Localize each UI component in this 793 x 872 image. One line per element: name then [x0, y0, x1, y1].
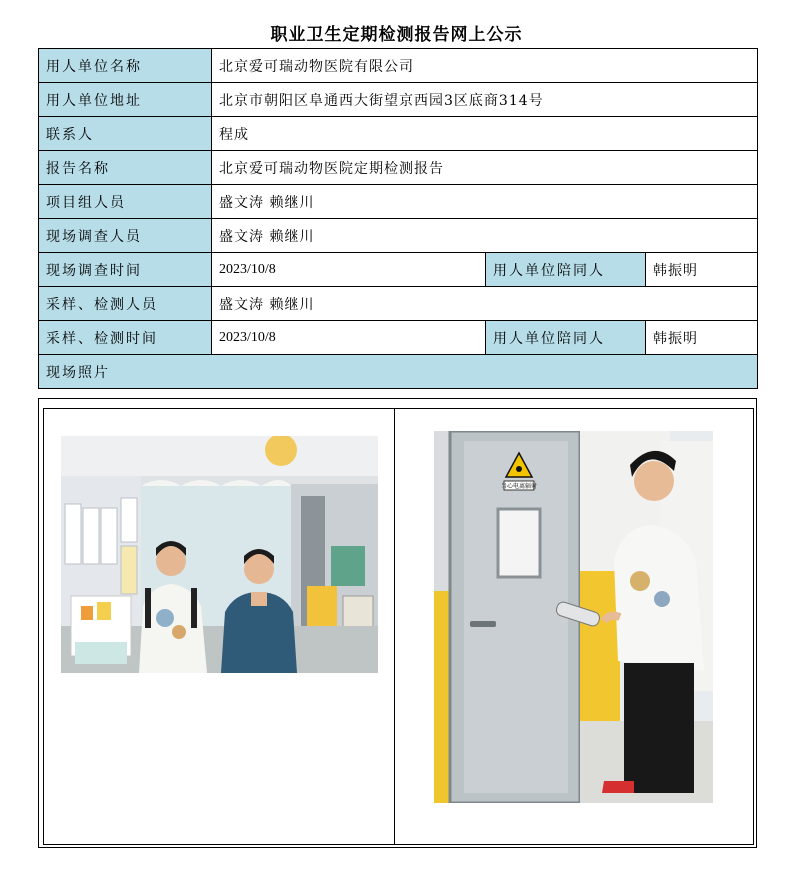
sampling-time-value: 2023/10/8 — [212, 321, 486, 355]
page-title: 职业卫生定期检测报告网上公示 — [270, 25, 523, 45]
contact-label: 联系人 — [39, 117, 212, 151]
row-report-name — [39, 151, 758, 185]
sampling-time-label: 采样、检测时间 — [39, 321, 212, 355]
sampling-companion-value: 韩振明 — [646, 321, 758, 355]
row-employer-name — [39, 49, 758, 83]
radiation-sign-text: 当心电离辐射 — [500, 483, 538, 490]
survey-companion-value: 韩振明 — [646, 253, 758, 287]
survey-staff-value: 盛文涛 赖继川 — [212, 219, 758, 253]
survey-companion-label: 用人单位陪同人 — [486, 253, 646, 287]
sampling-companion-label: 用人单位陪同人 — [486, 321, 646, 355]
site-photo-radiation-door — [434, 431, 713, 803]
row-employer-address — [39, 83, 758, 117]
row-contact — [39, 117, 758, 151]
survey-time-value: 2023/10/8 — [212, 253, 486, 287]
sampling-staff-label: 采样、检测人员 — [39, 287, 212, 321]
row-survey-time — [39, 253, 758, 287]
employer-address-value: 北京市朝阳区阜通西大街望京西园3区底商314号 — [212, 83, 758, 117]
employer-name-label: 用人单位名称 — [39, 49, 212, 83]
row-sampling-staff — [39, 287, 758, 321]
photos-label: 现场照片 — [39, 355, 758, 389]
report-name-value: 北京爱可瑞动物医院定期检测报告 — [212, 151, 758, 185]
employer-name-value: 北京爱可瑞动物医院有限公司 — [212, 49, 758, 83]
row-sampling-time — [39, 321, 758, 355]
site-photo-lobby — [61, 436, 378, 673]
row-photos — [39, 355, 758, 389]
survey-staff-label: 现场调查人员 — [39, 219, 212, 253]
photo-divider — [394, 409, 395, 844]
row-survey-staff — [39, 219, 758, 253]
survey-time-label: 现场调查时间 — [39, 253, 212, 287]
employer-address-label: 用人单位地址 — [39, 83, 212, 117]
contact-value: 程成 — [212, 117, 758, 151]
report-table — [38, 48, 758, 389]
photo-area — [38, 398, 757, 848]
project-team-value: 盛文涛 赖继川 — [212, 185, 758, 219]
sampling-staff-value: 盛文涛 赖继川 — [212, 287, 758, 321]
project-team-label: 项目组人员 — [39, 185, 212, 219]
report-name-label: 报告名称 — [39, 151, 212, 185]
row-project-team — [39, 185, 758, 219]
photo-frame — [43, 408, 754, 845]
